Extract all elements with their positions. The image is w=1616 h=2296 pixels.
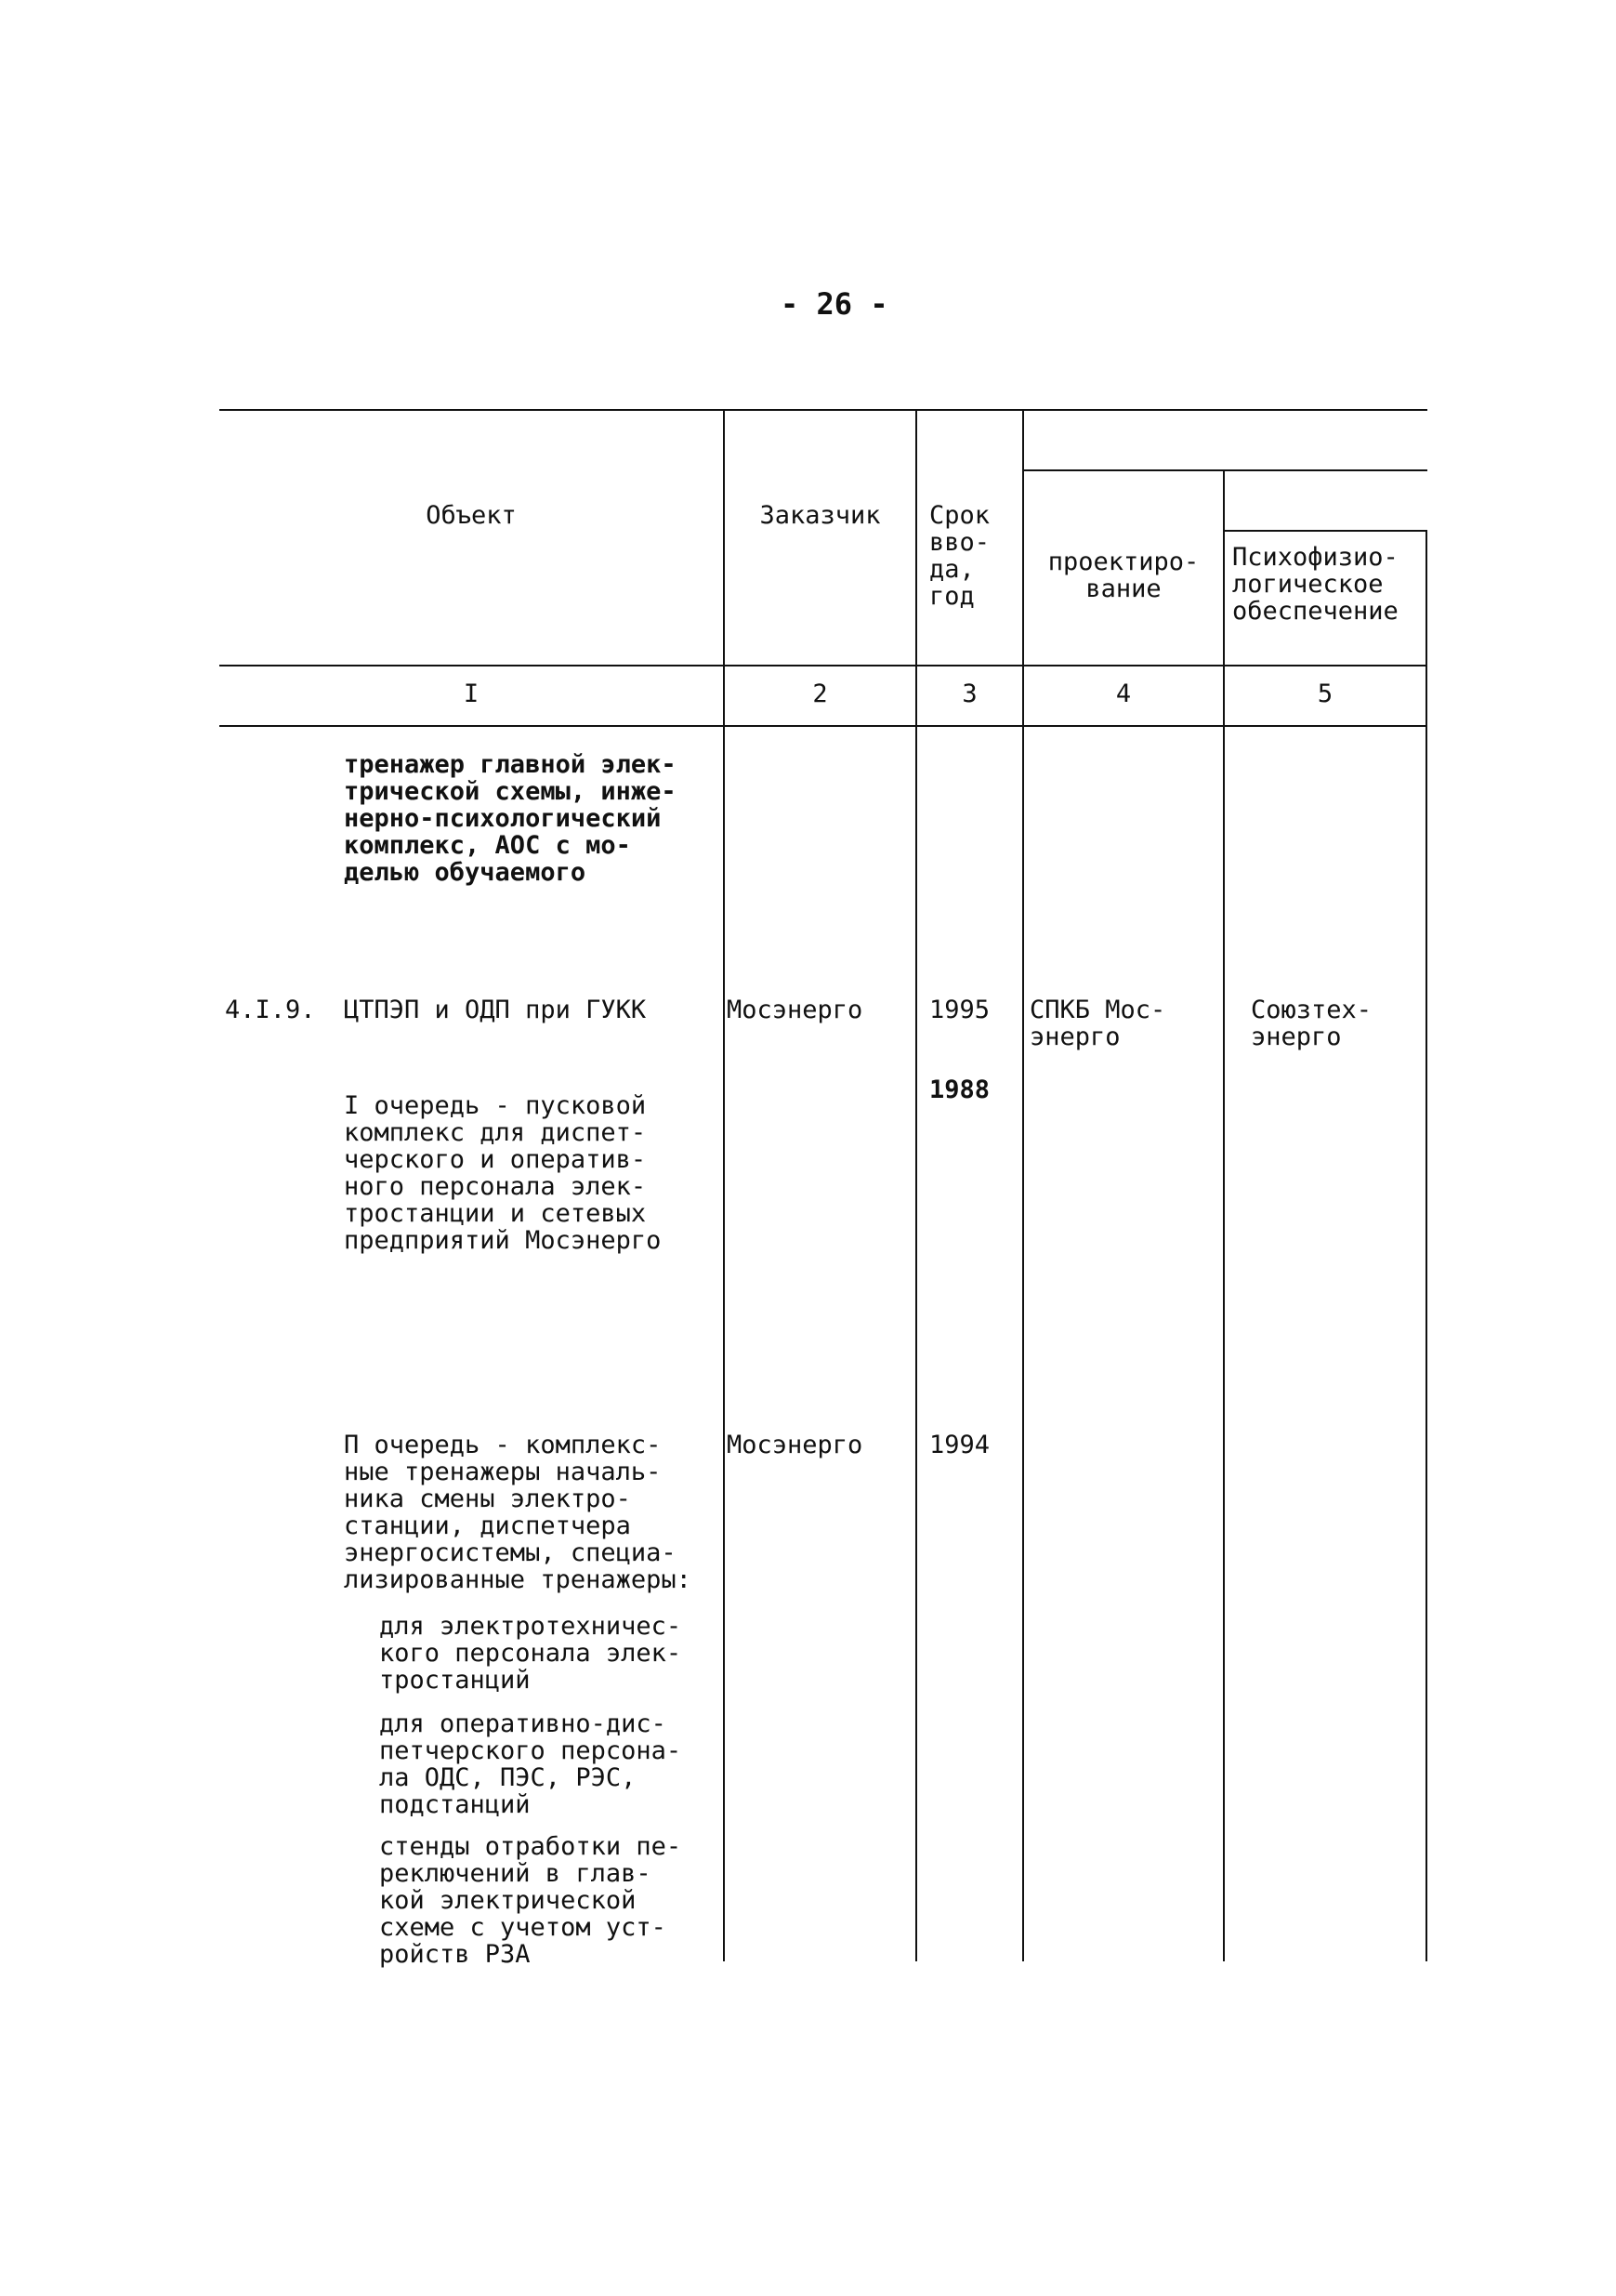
- row-object: тренажер главной элек- трической схемы, инже- нерно-психологический комплекс, АОС с мо- делью обучаемого: [344, 750, 677, 887]
- row-customer: Мосэнерго: [727, 1431, 863, 1459]
- header-psycho: Психофизио- логическое обеспечение: [1232, 543, 1399, 626]
- column-number-4: 4: [1115, 680, 1132, 708]
- header-term: Срок вво- да, год: [929, 501, 991, 611]
- column-numbers-rule: [219, 725, 1427, 727]
- header-bottom-rule: [219, 665, 1427, 666]
- row-object: П очередь - комплекс- ные тренажеры началь- ника смены электро- станции, диспетчера энергосистемы, специа- лизированные тренажеры:: [344, 1431, 691, 1594]
- column-number-3: 3: [962, 680, 978, 708]
- column-number-1: I: [463, 680, 480, 708]
- row-design: СПКБ Мос- энерго: [1030, 996, 1166, 1051]
- column-divider-5: [1425, 530, 1427, 1961]
- header-customer: Заказчик: [759, 501, 881, 530]
- row-object: ЦТПЭП и ОДП при ГУКК: [344, 996, 647, 1024]
- row-number: 4.I.9.: [225, 996, 316, 1024]
- row-object: для электротехничес- кого персонала элек- тростанций: [379, 1612, 682, 1695]
- row-object: стенды отработки пе- реключений в глав- кой электрической схеме с учетом уст- ройств РЗА: [379, 1832, 682, 1969]
- column-divider-3: [1022, 409, 1024, 1961]
- column-number-5: 5: [1317, 680, 1334, 708]
- page-number: - 26 -: [781, 286, 888, 322]
- header-rule-2: [1223, 530, 1427, 532]
- column-divider-2: [915, 409, 917, 1961]
- header-object: Объект: [426, 501, 517, 530]
- table-top-rule: [219, 409, 1427, 411]
- row-object: для оперативно-дис- петчерского персона- ла ОДС, ПЭС, РЭС, подстанций: [379, 1709, 682, 1819]
- row-term: 1988: [929, 1075, 991, 1104]
- row-customer: Мосэнерго: [727, 996, 863, 1024]
- header-rule-1: [1022, 469, 1427, 471]
- row-term: 1995: [929, 996, 991, 1024]
- row-psycho: Союзтех- энерго: [1251, 996, 1373, 1051]
- header-design: проектиро- вание: [1047, 548, 1200, 603]
- column-divider-1: [723, 409, 725, 1961]
- row-term: 1994: [929, 1431, 991, 1459]
- row-object: I очередь - пусковой комплекс для диспет- черского и оператив- ного персонала элек- тростанции и сетевых предприятий Мосэнерго: [344, 1091, 662, 1255]
- column-number-2: 2: [812, 680, 828, 708]
